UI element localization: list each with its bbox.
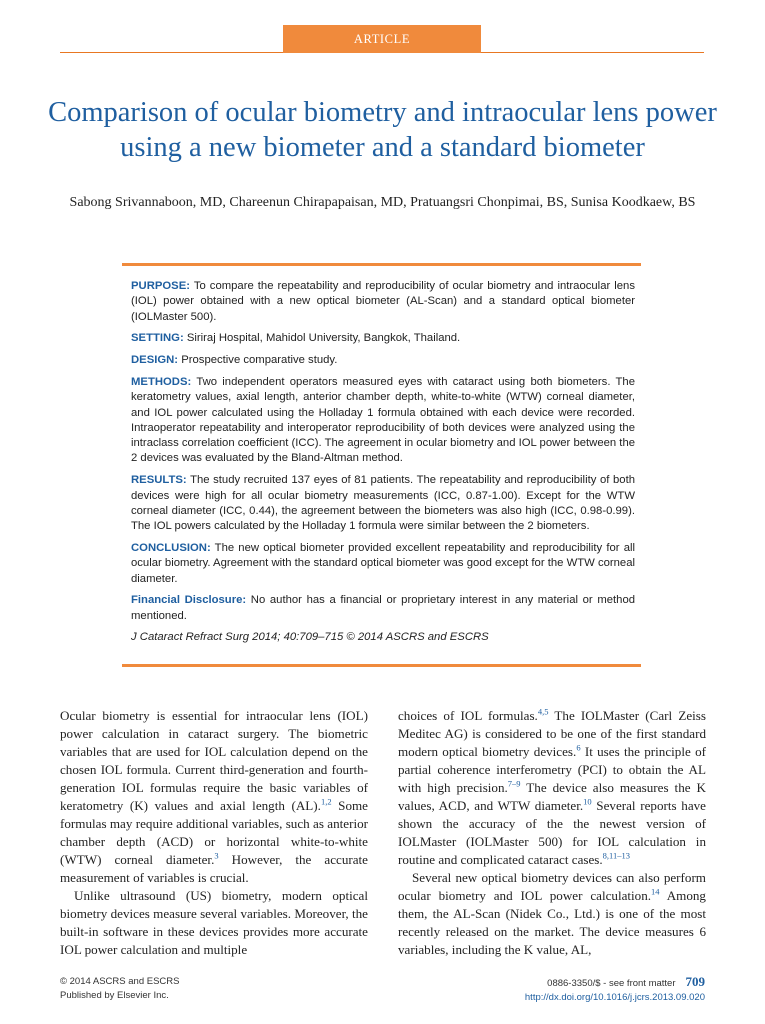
body-text: Some formulas may require additional variables, such as anterior chamber depth (ACD) or horizontal white-to-white (WTW) corneal diameter. bbox=[60, 798, 368, 867]
article-title: Comparison of ocular biometry and intraocular lens power using a new biometer and a standard biometer bbox=[48, 97, 717, 164]
reference-link[interactable]: 10 bbox=[583, 796, 592, 807]
body-paragraph bbox=[60, 887, 368, 959]
author-list: Sabong Srivannaboon, MD, Chareenun Chirapapaisan, MD, Pratuangsri Chonpimai, BS, Sunisa Koodkaew, BS bbox=[69, 195, 696, 210]
body-text: The IOLMaster (Carl Zeiss Meditec AG) is considered to be one of the first standard modern optical biometry devices. bbox=[398, 708, 706, 759]
body-text: It uses the principle of partial coherence interferometry (PCI) to obtain the AL with high precision. bbox=[398, 744, 706, 795]
reference-link[interactable]: 4,5 bbox=[537, 706, 549, 717]
methods-label: METHODS: bbox=[131, 375, 192, 388]
abstract-purpose bbox=[131, 279, 635, 325]
reference-link[interactable]: 7–9 bbox=[507, 778, 521, 789]
results-text: The study recruited 137 eyes of 81 patients. The repeatability and reproducibility of both devices were high for all ocular biometry measurements (ICC, 0.87-1.00). Except for the WTW corneal diameter (ICC, 0.44), the agreement between the biometers was also high (ICC, 0.98-0.99). The IOL powers calculated by the Holladay 1 formula were similar between the 2 biometers. bbox=[131, 474, 635, 533]
footer-left bbox=[60, 975, 179, 1003]
reference-link[interactable]: 14 bbox=[651, 886, 660, 897]
issn-notice: 0886-3350/$ - see front matter bbox=[547, 978, 676, 989]
body-column-right bbox=[398, 707, 706, 959]
design-label: DESIGN: bbox=[131, 354, 179, 367]
reference-link[interactable]: 1,2 bbox=[320, 796, 332, 807]
body-column-left bbox=[60, 707, 368, 959]
reference-link[interactable]: 3 bbox=[214, 850, 219, 861]
body-text: Unlike ultrasound (US) biometry, modern optical biometry devices measure several variables. Moreover, the built-in software in these devices provides more accurate IOL power calculation and multiple bbox=[60, 888, 368, 957]
abstract-setting bbox=[131, 331, 635, 346]
body-paragraph bbox=[60, 707, 368, 887]
publisher-notice: Published by Elsevier Inc. bbox=[60, 990, 169, 1001]
body-text: Several new optical biometry devices can also perform ocular biometry and IOL power calculation. bbox=[398, 870, 706, 903]
abstract-top-rule bbox=[122, 263, 641, 266]
body-paragraph bbox=[398, 707, 706, 869]
reference-link[interactable]: 6 bbox=[576, 742, 581, 753]
disclosure-text: No author has a financial or proprietary interest in any material or method mentioned. bbox=[131, 594, 636, 622]
abstract bbox=[131, 279, 635, 652]
abstract-results bbox=[131, 473, 635, 534]
abstract-bottom-rule bbox=[122, 664, 641, 667]
page-number: 709 bbox=[685, 974, 705, 989]
body-text: choices of IOL formulas. bbox=[398, 708, 538, 723]
abstract-methods bbox=[131, 375, 635, 467]
conclusion-label: CONCLUSION: bbox=[131, 541, 211, 554]
setting-text: Siriraj Hospital, Mahidol University, Bangkok, Thailand. bbox=[183, 332, 461, 345]
abstract-disclosure bbox=[131, 593, 635, 624]
body-text: The device also measures the K values, ACD, and WTW diameter. bbox=[398, 780, 706, 813]
section-label: ARTICLE bbox=[283, 25, 481, 53]
copyright-notice: © 2014 ASCRS and ESCRS bbox=[60, 976, 180, 987]
footer-right bbox=[525, 975, 705, 1005]
journal-citation: J Cataract Refract Surg 2014; 40:709–715 © 2014 ASCRS and ESCRS bbox=[131, 631, 489, 644]
methods-text: Two independent operators measured eyes with cataract using both biometers. The keratometry values, axial length, anterior chamber depth, white-to-white (WTW) corneal diameter, and IOL power calculated using the Holladay 1 formula obtained with each device were recorded. Intraoperator repeatability and interoperator reproducibility of both devices were analyzed using the intraclass correlation coefficient (ICC). The agreement in ocular biometry and IOL power between the 2 devices was evaluated by the Bland-Altman method. bbox=[131, 375, 636, 465]
purpose-label: PURPOSE: bbox=[131, 280, 191, 292]
disclosure-label: Financial Disclosure: bbox=[131, 594, 247, 607]
design-text: Prospective comparative study. bbox=[178, 354, 338, 367]
results-label: RESULTS: bbox=[131, 474, 187, 487]
setting-label: SETTING: bbox=[131, 332, 184, 345]
purpose-text: To compare the repeatability and reproducibility of ocular biometry and intraocular lens (IOL) power obtained with a new optical biometer (AL-Scan) and a standard optical biometer (IOLMaster 500). bbox=[131, 280, 635, 323]
body-text: Several reports have shown the accuracy of the the newest version of IOLMaster (IOLMaster 500) for IOL calculation in routine and complicated cataract cases. bbox=[398, 798, 706, 867]
body-text: Among them, the AL-Scan (Nidek Co., Ltd.) is one of the most recently released on the market. The device measures 6 variables, including the K value, AL, bbox=[398, 888, 706, 957]
abstract-conclusion bbox=[131, 541, 635, 587]
body-text: However, the accurate measurement of variables is crucial. bbox=[60, 852, 368, 885]
reference-link[interactable]: 8,11–13 bbox=[602, 850, 630, 861]
abstract-design bbox=[131, 353, 635, 368]
body-paragraph bbox=[398, 869, 706, 959]
body-text: Ocular biometry is essential for intraocular lens (IOL) power calculation in cataract surgery. The biometric variables that are used for IOL calculation depend on the chosen IOL formula. Current third-generation and fourth-generation IOL formulas require the basic variables of keratometry (K) values and axial length (AL). bbox=[60, 708, 368, 813]
doi-link[interactable]: http://dx.doi.org/10.1016/j.jcrs.2013.09.020 bbox=[524, 992, 705, 1003]
conclusion-text: The new optical biometer provided excellent repeatability and reproducibility for all ocular biometry. Agreement with the standard optical biometer was good except for the WTW corneal diameter. bbox=[131, 541, 635, 585]
